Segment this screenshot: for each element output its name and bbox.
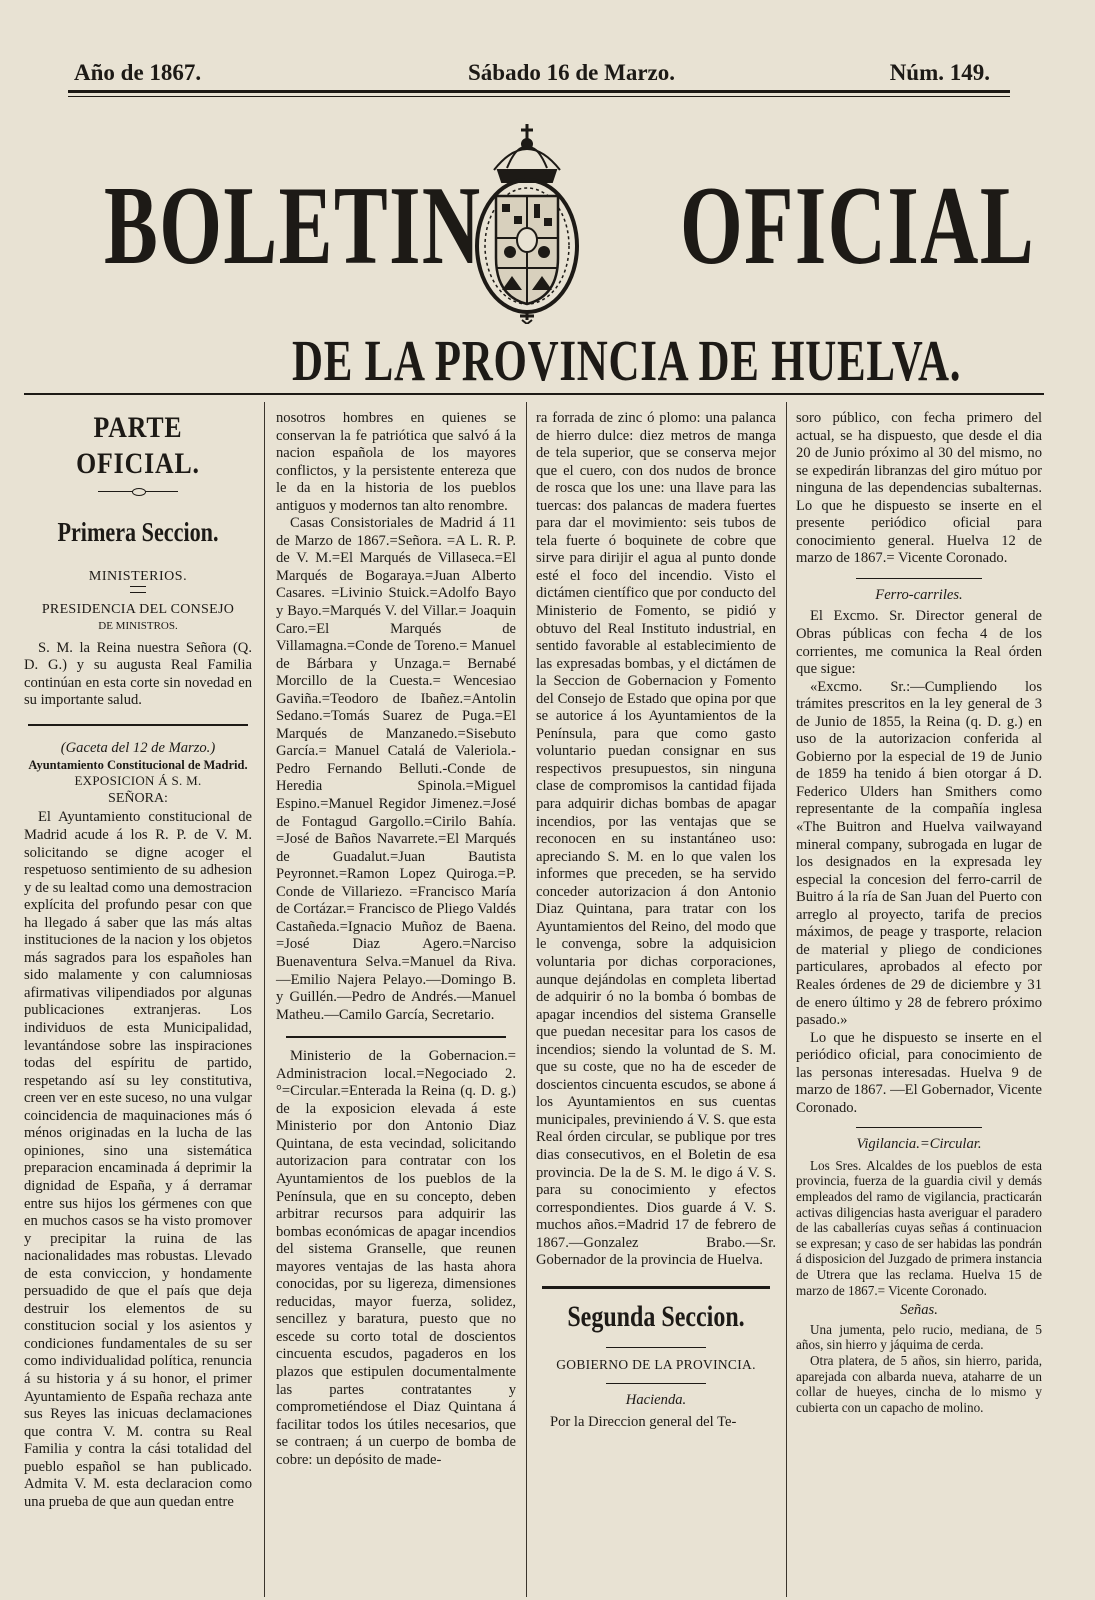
short-rule — [606, 1383, 706, 1384]
heading-exposicion: EXPOSICION Á S. M. — [74, 773, 202, 789]
dateline — [68, 60, 1010, 90]
header-rule-thick — [68, 90, 1010, 93]
column-2 — [276, 410, 516, 1469]
section-heading-parte-oficial: PARTE OFICIAL. — [76, 411, 200, 480]
paragraph: Por la Direccion general del Te- — [550, 1413, 737, 1430]
subheading-ferrocarriles: Ferro-carriles. — [875, 586, 963, 603]
paragraph: Los Sres. Alcaldes de los pueblos de esta provincia, fuerza de la guardia civil y demás empleados del ramo de vigilancia, practicarán activas diligencias hasta averiguar el paradero de las caballerías cuyas señas á continuacion se expresan; y caso de ser habidas las pondrán á disposicion del Juzgado de primera instancia de Utrera que las reclama. Huelva 15 de marzo de 1867.= Vicente Coronado. — [796, 1157, 1042, 1298]
section-heading-segunda: Segunda Seccion. — [567, 1299, 745, 1333]
issue-number: Núm. 149. — [889, 60, 990, 85]
section-rule — [542, 1286, 770, 1289]
heading-gobierno: GOBIERNO DE LA PROVINCIA. — [556, 1356, 756, 1372]
paragraph: Otra platera, de 5 años, sin hierro, parida, aparejada con albarda nueva, ataharre de un collar de hueyes, cincha de lo mismo y cubierta con un capacho de molino. — [796, 1352, 1042, 1415]
subheading-hacienda: Hacienda. — [625, 1392, 687, 1409]
issue-year: Año de 1867. — [74, 60, 202, 85]
paragraph: ra forrada de zinc ó plomo: una palanca de hierro dulce: diez metros de manga de tela superior, que se conserva mejor que el cuero, con dos nudos de bronce de rosca que los une: una llave para las tuercas: dos palancas de madera fuertes para dar el movimiento: seis tubos de tela fuerte ó boquinete de cobre que sirve para dirijir el agua al punto donde esté el foco del incendio. Visto el dictámen científico que por conducto del Ministerio de Fomento, se pidió y obtuvo del Real Instituto industrial, en sentido favorable al establecimiento de las expresadas bombas, y el dictámen de la Seccion de Gobernacion y Fomento del Consejo de Estado que opina por que se autorice á los Ayuntamientos de la Península, para que como gasto voluntario puedan consignar en sus respectivos presupuestos, sin ninguna clase de compromisos la cantidad fijada para adquirir dichas bombas de apagar incendios, por las ventajas que se reconocen en su instantáneo uso: apreciando S. M. en lo que valen los informes que preceden, se ha servido conceder autorizacion á don Antonio Diaz Quintana, para tratar con los Ayuntamientos del Reino, del modo que le convenga, sobre la adquisicion voluntaria por dichas corporaciones, aunque dejándolas en completa libertad de adquirir ó no la bomba ó bombas de apagar incendios del sistema Granselle que puedan necesitar para los casos de incendios; siendo la voluntad de S. M. que su coste, que no ha de esceder de doscientos cincuenta escudos, se abone á los Ayuntamientos en sus cuentas municipales, previniendo á V. S. que esta Real órden circular, se publique por tres dias consecutivos, en el Boletin de esa provincia. De la de S. M. le digo á V. S. para su conocimiento y efectos correspondientes. Dios guarde á V. S. muchos años.=Madrid 17 de febrero de 1867.—Gonzalez Brabo.—Sr. Gobernador de la provincia de Huelva. — [536, 410, 776, 1269]
paragraph: El Ayuntamiento constitucional de Madrid acude á los R. P. de V. M. solicitando se digne acoger el respetuoso sentimiento de su adhesion y de su lealtad como una demostracion explícita del profundo pesar con que ha llegado á saber que las más altas instituciones de la nacion y los objetos más sagrados para los españoles han sido malamente y con calumniosas afirmativas vilipendiados por algunas publicaciones extranjeras. Los individuos de esta Municipalidad, levantándose sobre las inspiraciones todas del espíritu de partido, respetando así su ley constitutiva, creen ver en este suceso, no una vulgar coincidencia de maquinaciones más ó ménos originadas en la lucha de las opiniones, sino una sistemática preparacion encaminada á deprimir la dignidad de España, y á derramar entre sus hijos los gérmenes con que en muchos casos se ha visto promover y precipitar la ruina de las nacionalidades mas robustas. Llevado de esta conviccion, y hondamente persuadido de que el país que deja destruir los elementos de su constitucion social y los asientos y condiciones fundamentales de su ser como individualidad política, renuncia á su historia y á su honor, el primer Ayuntamiento de España rechaza ante sus Reyes las inicuas declamaciones que contra V. M. contra su Real Familia y contra la cási totalidad del pueblo español se han publicado. Admita V. M. esta declaracion como una prueba de que aun quedan entre — [24, 809, 252, 1510]
column-divider — [264, 402, 265, 1597]
paragraph: Ministerio de la Gobernacion.= Administracion local.=Negociado 2.°=Circular.=Enterada la Reina (q. D. g.) de la exposicion elevada á este Ministerio por don Antonio Diaz Quintana, de esta vecindad, solicitando autorizacion para contratar con los Ayuntamientos de los pueblos de la Península, que en su concepto, deben arbitrar recursos para adquirir las bombas económicas de apagar incendios del sistema Granselle, que reunen mayores ventajas de las hasta ahora conocidas, por su ligereza, dimensiones reducidas, mayor fuerza, solidez, sencillez y baratura, puesto que no escede su corto total de doscientos cincuenta escudos, pagaderos en los plazos que estipulen documentalmente las partes contratantes y comprometiéndose el Diaz Quintana á facilitar todos los útiles necesarios, que se contraen; á un cuerpo de bomba de cobre: un depósito de made- — [276, 1048, 516, 1468]
masthead-right: OFICIAL — [680, 164, 1036, 288]
short-rule — [856, 578, 982, 579]
source-note: (Gaceta del 12 de Marzo.) — [60, 739, 216, 756]
column-3 — [536, 410, 776, 1431]
heading-ministerios: MINISTERIOS. — [88, 569, 188, 584]
paragraph: S. M. la Reina nuestra Señora (Q. D. G.) y su augusta Real Familia continúan en esta corte sin novedad en su importante salud. — [24, 639, 252, 709]
paragraph: El Excmo. Sr. Director general de Obras públicas con fecha 4 de los corrientes, me comunica la Real órden que sigue: — [796, 608, 1042, 678]
paragraph: nosotros hombres en quienes se conservan la fe patriótica que salvó á la nacion española de los mayores conflictos, y la persistente entereza que le da en la historia de los pueblos antiguos y modernos tan alto renombre. — [276, 410, 516, 514]
double-rule — [130, 586, 146, 593]
paragraph: Lo que he dispuesto se inserte en el periódico oficial, para conocimiento de las personas interesadas. Huelva 9 de marzo de 1867. —El Gobernador, Vicente Coronado. — [796, 1029, 1042, 1116]
paragraph-signatures: Casas Consistoriales de Madrid á 11 de Marzo de 1867.=Señora. =A L. R. P. de V. M.=El Marqués de Villaseca.=El Marqués de Bogaraya.=Juan Alberto Casares. =Livinio Stuick.=Adolfo Bayo y Bayo.=Marqués V. del Villar.= Joaquin Caro.=El Marqués de Villamagna.=Conde de Toreno.= Manuel de Bárbara y Unzaga.= Bernabé Morcillo de la Cuesta.= Wencesiao Gaviña.=Teodoro de Ibañez.=Antolin Sedano.=Tomás Suarez de Puga.=El Marqués de Manzanedo.=Sisebuto García.= Manuel Catalá de Valeriola.-Pedro Fernando Belluti.-Conde de Heredia Spinola.=Miguel Espino.=Manuel Regidor Jimenez.=José de Fontagud Gargollo.=Cirilo Bahía. =José de Baños Navarrete.=El Marqués de Guadalut.=Juan Bautista Peyronnet.=Ramon Lopez Quiroga.=P. Conde de Villariezo. =Francisco María de Cortázar.= Francisco de Pliego Valdés Castañeda.=Ignacio Muñoz de Baena. =José Diaz Agero.=Narciso Buenaventura Selva.=Manuel da Riva.—Emilio Najera Pelayo.—Domingo B. y Guillén.—Pedro de Andrés.—Manuel Matheu.—Camilo García, Secretario. — [276, 515, 516, 1023]
subheading-senas: Señas. — [900, 1302, 938, 1319]
masthead-bottom-rule — [24, 393, 1044, 395]
column-4 — [796, 410, 1042, 1415]
ornament-divider — [98, 486, 178, 498]
heading-presidencia-sub: DE MINISTROS. — [98, 620, 178, 633]
heading-ayuntamiento: Ayuntamiento Constitucional de Madrid. — [28, 758, 248, 773]
royal-coat-of-arms-icon — [472, 118, 582, 324]
column-1 — [24, 410, 252, 1511]
heading-presidencia: PRESIDENCIA DEL CONSEJO — [41, 601, 235, 617]
column-divider — [526, 402, 527, 1597]
masthead-subtitle: DE LA PROVINCIA DE HUELVA. — [292, 328, 962, 393]
section-rule — [28, 724, 248, 726]
short-rule — [606, 1347, 706, 1348]
salutation: SEÑORA: — [108, 790, 168, 806]
paragraph: soro público, con fecha primero del actual, se ha dispuesto, que desde el dia 20 de Junio próximo al 30 del mismo, no se expedirán libranzas del giro mútuo por ninguna de las dependencias subalternas. Lo que he dispuesto se inserte en el presente periódico oficial para conocimiento general. Huelva 12 de marzo de 1867.= Vicente Coronado. — [796, 410, 1042, 567]
subheading-vigilancia: Vigilancia.=Circular. — [856, 1136, 982, 1153]
short-rule — [856, 1127, 982, 1128]
masthead-left: BOLETIN — [104, 164, 482, 288]
issue-date: Sábado 16 de Marzo. — [468, 60, 675, 85]
paragraph: «Excmo. Sr.:—Cumpliendo los trámites prescritos en la ley general de 3 de Junio de 1855, la Reina (q. D. g.) en uso de la autorizacion conferida al Gobierno por la especial de 19 de Junio de 1859 ha tenido á bien otorgar á D. Federico Ulders han Smithers como representante de la compañía inglesa «The Buitron and Huelva vailwayand mineral company, subrogada en lugar de los designados en la expresada ley especial la concesion del ferro-carril de Buitro á la ría de San Juan del Puerto con arreglo al proyecto, tarifa de precios máximos, de peage y trasporte, relacion de material y pliego de condiciones particulares, aprobados al efecto por Reales órdenes de 29 de diciembre y 31 de enero último y 28 de febrero próximo pasado.» — [796, 678, 1042, 1029]
section-heading-primera: Primera Seccion. — [57, 517, 219, 547]
column-divider — [786, 402, 787, 1597]
section-rule — [286, 1036, 506, 1038]
paragraph: Una jumenta, pelo rucio, mediana, de 5 años, sin hierro y jáquima de cerda. — [796, 1321, 1042, 1353]
header-rule-thin — [68, 96, 1010, 97]
